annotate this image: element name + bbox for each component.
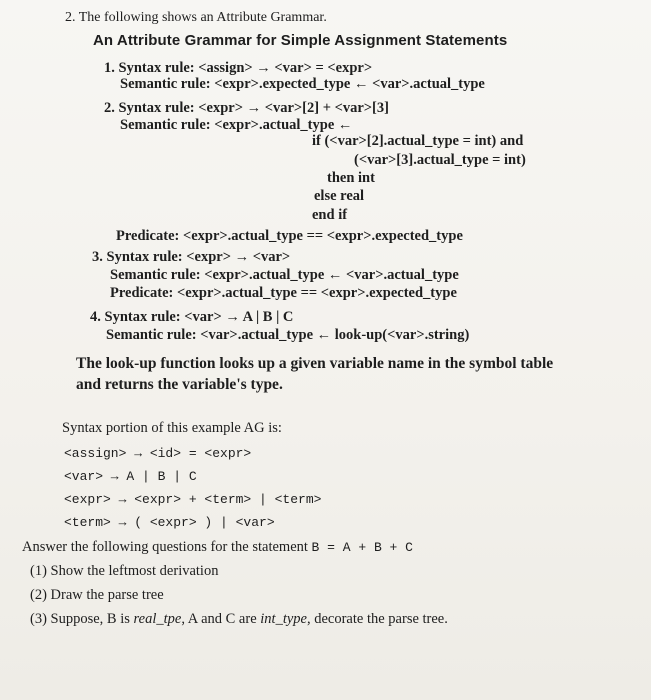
rule-2-predicate: Predicate: <expr>.actual_type == <expr>.expected_type [116,228,463,244]
question-2: (2) Draw the parse tree [30,587,164,603]
question-3-part-a: (3) Suppose, B is [30,611,134,627]
grammar-line-assign: <assign> → <id> = <expr> [64,446,252,461]
rule-2-syntax: 2. Syntax rule: <expr> → <var>[2] + <var>[3] [104,100,389,116]
grammar-line-var: <var> → A | B | C [64,469,197,484]
question-3-int-type: int_type [260,611,307,627]
statement-code: B = A + B + C [311,540,413,555]
rule-3-predicate: Predicate: <expr>.actual_type == <expr>.expected_type [110,285,457,301]
rule-2-else: else real [314,188,365,204]
rule-2-then: then int [327,170,375,186]
rule-1-semantic: Semantic rule: <expr>.expected_type ← <var>.actual_type [120,76,485,92]
question-3-part-b: , A and C are [181,611,261,627]
question-1: (1) Show the leftmost derivation [30,563,219,579]
question-header: 2. The following shows an Attribute Grammar. [65,10,327,25]
rule-2-if: if (<var>[2].actual_type = int) and [312,133,524,149]
question-3-part-c: , decorate the parse tree. [306,611,448,627]
question-3-real-type: real_tpe [133,611,182,627]
syntax-portion-intro: Syntax portion of this example AG is: [62,420,282,436]
rule-4-syntax: 4. Syntax rule: <var> → A | B | C [90,309,294,325]
rule-4-semantic: Semantic rule: <var>.actual_type ← look-up(<var>.string) [106,327,470,343]
rule-2-semantic: Semantic rule: <expr>.actual_type ← [120,117,353,133]
rule-2-endif: end if [312,207,348,223]
lookup-description-line-2: and returns the variable's type. [76,376,283,393]
answer-prompt [22,539,413,556]
question-3 [30,611,448,628]
grammar-line-term: <term> → ( <expr> ) | <var> [64,515,275,530]
grammar-line-expr: <expr> → <expr> + <term> | <term> [64,492,322,507]
section-heading: An Attribute Grammar for Simple Assignment Statements [93,32,508,49]
rule-2-and: (<var>[3].actual_type = int) [354,152,526,168]
rule-1-syntax: 1. Syntax rule: <assign> → <var> = <expr> [104,60,373,76]
answer-prompt-text: Answer the following questions for the statement [22,539,312,555]
rule-3-semantic: Semantic rule: <expr>.actual_type ← <var>.actual_type [110,267,459,283]
rule-3-syntax: 3. Syntax rule: <expr> → <var> [92,249,291,265]
lookup-description-line-1: The look-up function looks up a given variable name in the symbol table [76,355,554,372]
